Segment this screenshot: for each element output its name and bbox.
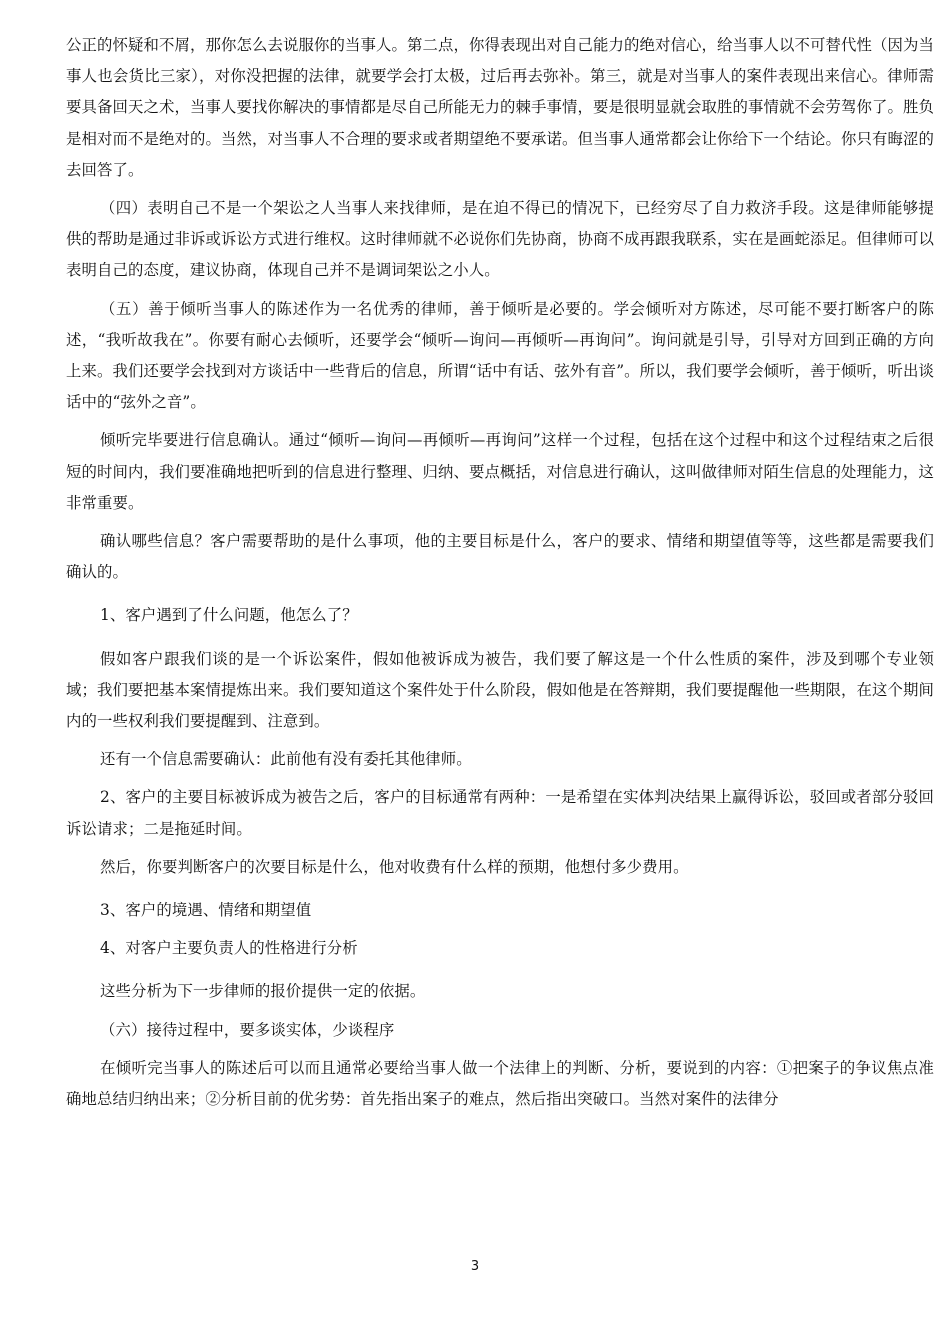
page-number: 3 (470, 1259, 480, 1274)
document-body (66, 30, 934, 1115)
paragraph-which-info: 确认哪些信息？客户需要帮助的是什么事项，他的主要目标是什么，客户的要求、情绪和期望值等等，这些都是需要我们确认的。 (66, 532, 934, 582)
list-item-4: 4、对客户主要负责人的性格进行分析 (100, 939, 358, 958)
paragraph-pricing-basis: 这些分析为下一步律师的报价提供一定的依据。 (100, 982, 426, 1001)
paragraph-section-4: （四）表明自己不是一个架讼之人当事人来找律师，是在迫不得已的情况下，已经穷尽了自力救济手段。这是律师能够提供的帮助是通过非诉或诉讼方式进行维权。这时律师就不必说你们先协商，协商不成再跟我联系，实在是画蛇添足。但律师可以表明自己的态度，建议协商，体现自己并不是调词架讼之小人。 (66, 199, 934, 280)
paragraph-section-6: （六）接待过程中，要多谈实体，少谈程序 (100, 1020, 395, 1039)
paragraph-section-5: （五）善于倾听当事人的陈述作为一名优秀的律师，善于倾听是必要的。学会倾听对方陈述，尽可能不要打断客户的陈述，“我听故我在”。你要有耐心去倾听，还要学会“倾听—询问—再倾听—再询问”。询问就是引导，引导对方回到正确的方向上来。我们还要学会找到对方谈话中一些背后的信息，所谓“话中有话、弦外有音”。所以，我们要学会倾听，善于倾听，听出谈话中的“弦外之音”。 (66, 299, 934, 412)
list-item-2: 2、客户的主要目标被诉成为被告之后，客户的目标通常有两种：一是希望在实体判决结果上赢得诉讼，驳回或者部分驳回诉讼请求；二是拖延时间。 (66, 788, 934, 838)
paragraph-confirm-info: 倾听完毕要进行信息确认。通过“倾听—询问—再倾听—再询问”这样一个过程，包括在这个过程中和这个过程结束之后很短的时间内，我们要准确地把听到的信息进行整理、归纳、要点概括，对信息进行确认，这叫做律师对陌生信息的处理能力，这非常重要。 (66, 431, 934, 512)
paragraph-litigation-case: 假如客户跟我们谈的是一个诉讼案件，假如他被诉成为被告，我们要了解这是一个什么性质的案件，涉及到哪个专业领域；我们要把基本案情提炼出来。我们要知道这个案件处于什么阶段，假如他是在答辩期，我们要提醒他一些期限，在这个期间内的一些权利我们要提醒到、注意到。 (66, 649, 934, 731)
paragraph-secondary-goal: 然后，你要判断客户的次要目标是什么，他对收费有什么样的预期，他想付多少费用。 (100, 857, 689, 876)
list-item-1: 1、客户遇到了什么问题，他怎么了？ (100, 606, 358, 625)
list-item-3: 3、客户的境遇、情绪和期望值 (100, 901, 312, 920)
paragraph-legal-analysis: 在倾听完当事人的陈述后可以而且通常必要给当事人做一个法律上的判断、分析，要说到的内容：①把案子的争议焦点准确地总结归纳出来；②分析目前的优劣势：首先指出案子的难点，然后指出突破口。当然对案件的法律分 (66, 1058, 934, 1109)
paragraph-continuation: 公正的怀疑和不屑，那你怎么去说服你的当事人。第二点，你得表现出对自己能力的绝对信心，给当事人以不可替代性（因为当事人也会货比三家），对你没把握的法律，就要学会打太极，过后再去弥补。第三，就是对当事人的案件表现出来信心。律师需要具备回天之术，当事人要找你解决的事情都是尽自己所能无力的棘手事情，要是很明显就会取胜的事情就不会劳驾你了。胜负是相对而不是绝对的。当然，对当事人不合理的要求或者期望绝不要承诺。但当事人通常都会让你给下一个结论。你只有晦涩的去回答了。 (66, 36, 934, 179)
paragraph-other-lawyer: 还有一个信息需要确认：此前他有没有委托其他律师。 (100, 750, 472, 769)
